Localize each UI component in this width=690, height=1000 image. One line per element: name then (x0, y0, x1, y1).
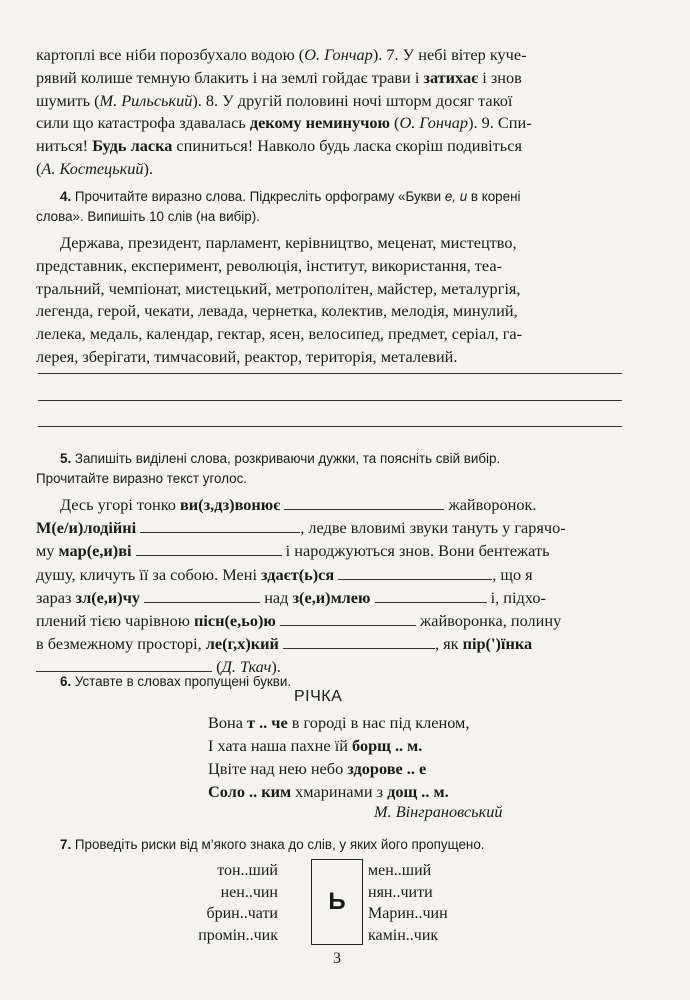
task-5-instruction: 5. Запишіть виділені слова, розкриваючи дужки, та поясніть свій вибір. Прочитайте виразно текст уголос. (36, 451, 501, 486)
fill-blank[interactable] (283, 634, 435, 649)
fill-blank[interactable] (136, 541, 282, 556)
poem-author: М. Вінграновський (374, 802, 503, 821)
fill-blank[interactable] (144, 588, 260, 603)
word-item[interactable]: промін..чик (198, 926, 278, 944)
fill-blank[interactable] (284, 495, 444, 510)
fill-blank[interactable] (36, 657, 212, 672)
task-5-text: Десь угорі тонко ви(з,дз)вонює жайворонок. М(е/и)лодійні , ледве вловимі звуки тануть у гарячо- му мар(е,и)ві і народжуються знов. Вони бентежать душу, кличуть її за собою. Мені здаєт(ь)ся , що я зараз зл(е,и)чу над з(е,и)млею і, підхо- плений тією чарівною пісн(е,ьо)ю жайворонка, полину в безмежному просторі, ле(г,х)кий , як пір(')їнка (Д. Ткач). (36, 495, 566, 677)
page-number: 3 (333, 950, 341, 967)
word-item[interactable]: камін..чик (368, 926, 439, 944)
fill-blank[interactable] (338, 565, 492, 580)
word-item[interactable]: нян..чити (368, 883, 433, 901)
exercise-3-text: картоплі все ніби порозбухало водою (О. Гончар). 7. У небі вітер куче- рявий колише темную блакить і на землі гойдає трави і затихає і знов шумить (М. Рильський). 8. У другій половині ночі шторм досяг такої сили що катастрофа здавалась декому неминучою (О. Гончар). 9. Спи- ниться! Будь ласка спиниться! Навколо будь ласка скоріш подивіться (А. Костецький). (36, 45, 532, 178)
poem: Вона т .. че в городі в нас під кленом, І хата наша пахне їй борщ .. м. Цвіте над нею небо здорове .. е Соло .. ким хмаринами з дощ .. м. (208, 713, 470, 801)
answer-line[interactable] (38, 400, 622, 401)
word-item[interactable]: Марин..чин (368, 905, 448, 922)
word-item[interactable]: тон..ший (217, 862, 278, 879)
left-word-column (198, 860, 278, 946)
task-6-instruction: 6. Уставте в словах пропущені букви. (60, 674, 292, 689)
word-item[interactable]: брин..чати (206, 905, 278, 922)
fill-blank[interactable] (140, 518, 300, 533)
answer-line[interactable] (38, 426, 622, 427)
task-4-instruction: 4. Прочитайте виразно слова. Підкресліть орфограму «Букви е, и в корені слова». Випишіть 10 слів (на вибір). (36, 189, 521, 224)
word-item[interactable]: мен..ший (368, 862, 432, 879)
task-4-word-list: Держава, президент, парламент, керівництво, меценат, мистецтво, представник, експеримент, революція, інститут, використання, теа- тральний, чемпіонат, мистецький, метрополітен, майстер, металургія, легенда, герой, чекати, левада, чернетка, колектив, мелодія, минулий, лелека, медаль, календар, гектар, ясен, велосипед, предмет, серіал, га- лерея, зберігати, тимчасовий, реактор, територія, металевий. (36, 233, 523, 366)
soft-sign-box[interactable]: Ь (311, 859, 363, 945)
answer-line[interactable] (38, 373, 622, 374)
task-7-instruction: 7. Проведіть риски від м’якого знака до слів, у яких його пропущено. (60, 837, 485, 852)
fill-blank[interactable] (280, 611, 416, 626)
fill-blank[interactable] (375, 588, 487, 603)
right-word-column (368, 860, 448, 946)
poem-title: РІЧКА (294, 688, 343, 705)
word-item[interactable]: нен..чин (220, 883, 278, 901)
